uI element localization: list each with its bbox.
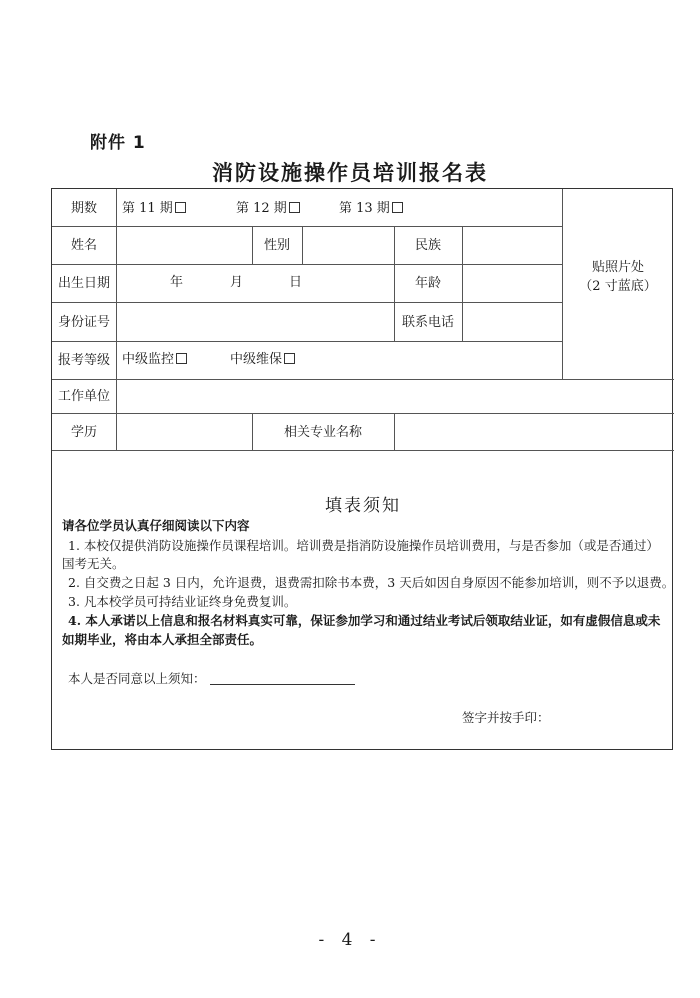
level-label: 报考等级 — [57, 353, 111, 368]
gender-label: 性别 — [263, 238, 291, 253]
row-divider — [52, 341, 562, 342]
education-label: 学历 — [70, 425, 98, 440]
birth-date-label: 出生日期 — [57, 276, 111, 291]
checkbox[interactable] — [289, 202, 300, 213]
col-divider — [394, 226, 395, 341]
row-divider — [52, 450, 674, 451]
photo-size-note: （2 寸蓝底） — [579, 279, 657, 294]
id-number-label: 身份证号 — [57, 315, 111, 330]
col-divider — [252, 226, 253, 264]
col-divider — [302, 226, 303, 264]
day-label: 日 — [289, 275, 303, 290]
row-divider — [52, 379, 674, 380]
ethnicity-label: 民族 — [414, 238, 442, 253]
page-number: - 4 - — [318, 930, 382, 950]
month-label: 月 — [230, 275, 244, 290]
notice-intro: 请各位学员认真仔细阅读以下内容 — [62, 518, 250, 533]
major-label: 相关专业名称 — [283, 425, 363, 440]
notice-item-1: 1. 本校仅提供消防设施操作员课程培训。培训费是指消防设施操作员培训费用，与是否参加（或是否通过） — [68, 538, 659, 553]
col-divider — [252, 413, 253, 450]
period-option-12[interactable]: 第 12 期 — [236, 202, 300, 215]
col-divider — [394, 413, 395, 450]
signature-label: 签字并按手印： — [462, 710, 550, 725]
notice-item-3: 3. 凡本校学员可持结业证终身免费复训。 — [68, 594, 297, 609]
level-option-monitor[interactable]: 中级监控 — [122, 353, 187, 366]
phone-label: 联系电话 — [401, 315, 455, 330]
row-divider — [52, 413, 674, 414]
year-label: 年 — [170, 275, 184, 290]
period-label: 期数 — [70, 201, 98, 216]
notice-item-1-cont: 国考无关。 — [62, 556, 125, 571]
col-divider — [116, 189, 117, 450]
row-divider — [52, 264, 562, 265]
period-option-13[interactable]: 第 13 期 — [339, 202, 403, 215]
checkbox[interactable] — [176, 353, 187, 364]
name-label: 姓名 — [70, 238, 98, 253]
checkbox[interactable] — [284, 353, 295, 364]
level-option-maintenance[interactable]: 中级维保 — [230, 353, 295, 366]
agree-label: 本人是否同意以上须知： — [68, 671, 206, 686]
agree-row — [68, 670, 355, 688]
attachment-label: 附件 1 — [90, 133, 146, 153]
agree-input-line[interactable] — [210, 684, 355, 685]
notice-item-2: 2. 自交费之日起 3 日内，允许退费，退费需扣除书本费，3 天后如因自身原因不能参加培训，则不予以退费。 — [68, 575, 675, 590]
notice-item-4-cont: 如期毕业，将由本人承担全部责任。 — [62, 632, 263, 647]
row-divider — [52, 302, 562, 303]
col-divider — [462, 226, 463, 341]
period-option-11[interactable]: 第 11 期 — [122, 202, 186, 215]
employer-label: 工作单位 — [57, 389, 111, 404]
row-divider — [52, 226, 562, 227]
form-title: 消防设施操作员培训报名表 — [212, 160, 488, 185]
col-divider — [562, 189, 563, 379]
registration-form — [51, 188, 673, 750]
age-label: 年龄 — [414, 276, 442, 291]
notice-item-4: 4. 本人承诺以上信息和报名材料真实可靠，保证参加学习和通过结业考试后领取结业证，如有虚假信息或未 — [68, 613, 661, 628]
notice-title: 填表须知 — [325, 496, 401, 516]
checkbox[interactable] — [175, 202, 186, 213]
photo-label: 贴照片处 — [591, 260, 645, 275]
checkbox[interactable] — [392, 202, 403, 213]
